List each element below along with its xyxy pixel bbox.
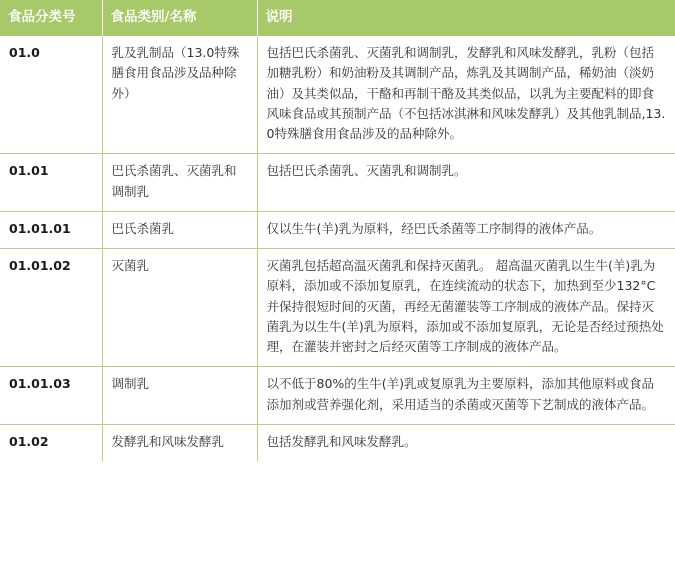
cell-description: 包括巴氏杀菌乳、灭菌乳和调制乳。: [257, 154, 675, 212]
cell-description: 仅以生牛(羊)乳为原料，经巴氏杀菌等工序制得的液体产品。: [257, 211, 675, 248]
cell-code: 01.01.01: [0, 211, 102, 248]
table-header: [0, 0, 675, 36]
table-row: [0, 424, 675, 461]
cell-name: 发酵乳和风味发酵乳: [102, 424, 257, 461]
table-row: [0, 36, 675, 154]
cell-description: 包括巴氏杀菌乳、灭菌乳和调制乳，发酵乳和风味发酵乳，乳粉（包括加糖乳粉）和奶油粉及其调制产品，炼乳及其调制产品，稀奶油（淡奶油）及其类似品，干酪和再制干酪及其类似品，以乳为主要配料的即食风味食品或其预制产品（不包括冰淇淋和风味发酵乳）及其他乳制品,13.0特殊膳食用食品涉及的品种除外。: [257, 36, 675, 154]
cell-description: 以不低于80%的生牛(羊)乳或复原乳为主要原料，添加其他原料或食品添加剂或营养强化剂，采用适当的杀菌或灭菌等下艺制成的液体产品。: [257, 367, 675, 425]
cell-code: 01.01.02: [0, 249, 102, 367]
cell-code: 01.0: [0, 36, 102, 154]
column-header-name: 食品类别/名称: [102, 0, 257, 36]
cell-name: 乳及乳制品（13.0特殊膳食用食品涉及品种除外）: [102, 36, 257, 154]
table-row: [0, 154, 675, 212]
table-row: [0, 367, 675, 425]
cell-description: 灭菌乳包括超高温灭菌乳和保持灭菌乳。 超高温灭菌乳以生牛(羊)乳为原料，添加或不添加复原乳，在连续流动的状态下，加热到至少132°C并保持很短时间的灭菌，再经无菌灌装等工序制成的液体产品。保持灭菌乳为以生牛(羊)乳为原料，添加或不添加复原乳，无论是否经过预热处理，在灌装并密封之后经灭菌等工序制成的液体产品。: [257, 249, 675, 367]
cell-name: 巴氏杀菌乳、灭菌乳和调制乳: [102, 154, 257, 212]
cell-name: 调制乳: [102, 367, 257, 425]
cell-name: 巴氏杀菌乳: [102, 211, 257, 248]
cell-name: 灭菌乳: [102, 249, 257, 367]
cell-code: 01.01: [0, 154, 102, 212]
cell-description: 包括发酵乳和风味发酵乳。: [266, 433, 417, 449]
cell-code: 01.01.03: [0, 367, 102, 425]
table-body: [0, 36, 675, 461]
column-header-description: 说明: [257, 0, 675, 36]
table-row: [0, 211, 675, 248]
cell-code: 01.02: [0, 424, 102, 461]
table-row: [0, 249, 675, 367]
table-header-row: [0, 0, 675, 36]
column-header-code: 食品分类号: [0, 0, 102, 36]
